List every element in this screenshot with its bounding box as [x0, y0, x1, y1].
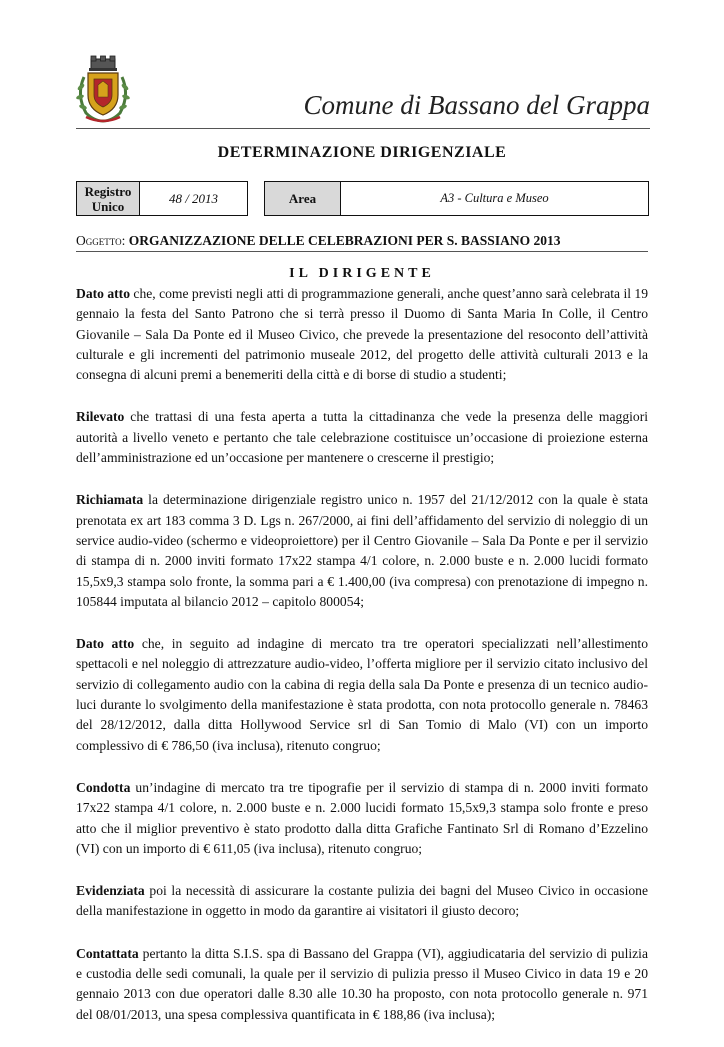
- paragraph: [76, 407, 648, 468]
- paragraph-lead: Dato atto: [76, 636, 135, 652]
- paragraph-lead: Evidenziata: [76, 883, 145, 899]
- paragraph-lead: Dato atto: [76, 286, 130, 301]
- subject-text: ORGANIZZAZIONE DELLE CELEBRAZIONI PER S. BASSIANO 2013: [128, 233, 561, 248]
- paragraph: [76, 284, 648, 385]
- paragraph-lead: Contattata: [76, 945, 139, 961]
- paragraph-text: pertanto la ditta S.I.S. spa di Bassano del Grappa (VI), aggiudicataria del servizio di pulizia e custodia delle sedi comunali, la quale per il servizio di pulizia presso il Museo Civico in data 19 e 20 gennaio 2013 con due operatori dalle 8.30 alle 10.30 ha proposto, con nota protocollo generale n. 971 del 08/01/2013, una spesa complessiva quantificata in € 188,86 (iva inclusa);: [76, 945, 648, 1022]
- registry-label: Registro Unico: [77, 182, 140, 215]
- coat-of-arms-icon: [74, 55, 132, 125]
- paragraph-text: che trattasi di una festa aperta a tutta la cittadinanza che vede la presenza delle maggiori autorità a livello veneto e pertanto che tale celebrazione costituisce un’occasione di proiezione esterna dell’amministrazione ed un’occasione per mantenere o crescerne il prestigio;: [76, 409, 648, 466]
- section-heading: IL DIRIGENTE: [289, 266, 435, 281]
- municipality-name: Comune di Bassano del Grappa: [303, 90, 650, 120]
- area-box: [264, 181, 649, 216]
- area-value: A3 - Cultura e Museo: [440, 191, 549, 205]
- subject-divider: [76, 251, 648, 252]
- paragraph-text: che, in seguito ad indagine di mercato tra tre operatori specializzati nell’allestimento spettacoli e nel noleggio di attrezzature audio-video, l’offerta migliore per il servizio citato inclusivo del servizio di collegamento audio con la cabina di regia della sala Da Ponte e presenza di un tecnico audio-luci durante lo svolgimento della manifestazione è stata prodotta, con nota protocollo generale n. 78463 del 28/12/2012, dalla ditta Hollywood Service srl di San Tomio di Malo (VI) con un importo complessivo di € 786,50 (iva inclusa), ritenuto congruo;: [76, 636, 649, 753]
- paragraph-lead: Rilevato: [76, 409, 125, 425]
- area-label: Area: [265, 182, 341, 215]
- paragraph-lead: Richiamata: [76, 492, 144, 508]
- paragraph: [76, 944, 648, 1025]
- paragraph-text: che, come previsti negli atti di programmazione generali, anche quest’anno sarà celebrata il 19 gennaio la festa del Santo Patrono che si terrà presso il Duomo di Santa Maria In Colle, il Centro Giovanile – Sala Da Ponte ed il Museo Civico, che prevede la presentazione del resoconto dell’attività culturale e gli incrementi del patrimonio museale 2012, del progetto delle attività culturali 2013 e la consegna di alcuni premi a benemeriti della città e di borse di studio a studenti;: [76, 286, 649, 383]
- document-body: [76, 284, 648, 1047]
- paragraph: [76, 778, 648, 859]
- paragraph: [76, 490, 648, 612]
- paragraph-text: poi la necessità di assicurare la costante pulizia dei bagni del Museo Civico in occasione della manifestazione in oggetto in modo da garantire ai visitatori il giusto decoro;: [76, 883, 648, 919]
- registry-box: [76, 181, 248, 216]
- paragraph-text: un’indagine di mercato tra tre tipografie per il servizio di stampa di n. 2000 inviti formato 17x22 stampa 4/1 colore, n. 2.000 buste e n. 2.000 lucidi formato 15,5x9,3 stampa solo fronte e preso atto che il miglior preventivo è stato prodotto dalla ditta Grafiche Fantinato Srl di Romano d’Ezzelino (VI) con un importo di € 611,05 (iva inclusa), ritenuto congruo;: [76, 779, 648, 856]
- registry-value: 48 / 2013: [168, 190, 219, 206]
- subject-label: Oggetto:: [76, 233, 126, 248]
- document-title: DETERMINAZIONE DIRIGENZIALE: [217, 144, 507, 161]
- paragraph-lead: Condotta: [76, 779, 131, 795]
- paragraph: [76, 634, 648, 756]
- paragraph-text: la determinazione dirigenziale registro unico n. 1957 del 21/12/2012 con la quale è stata prenotata ex art 183 comma 3 D. Lgs n. 267/2000, ai fini dell’affidamento del servizio di noleggio di un service audio-video (schermo e videoproiettore) per il Centro Giovanile – Sala Da Ponte e per il servizio di stampa di n. 2000 inviti formato 17x22 stampa 4/1 colore, n. 2.000 buste e n. 2.000 lucidi formato 15,5x9,3 stampa solo fronte, la somma pari a € 1.400,00 (iva compresa) con prenotazione di impegno n. 105844 imputata al bilancio 2012 – capitolo 800054;: [76, 492, 648, 609]
- paragraph: [76, 881, 648, 922]
- subject-line: [76, 233, 648, 249]
- header-divider: [76, 128, 650, 129]
